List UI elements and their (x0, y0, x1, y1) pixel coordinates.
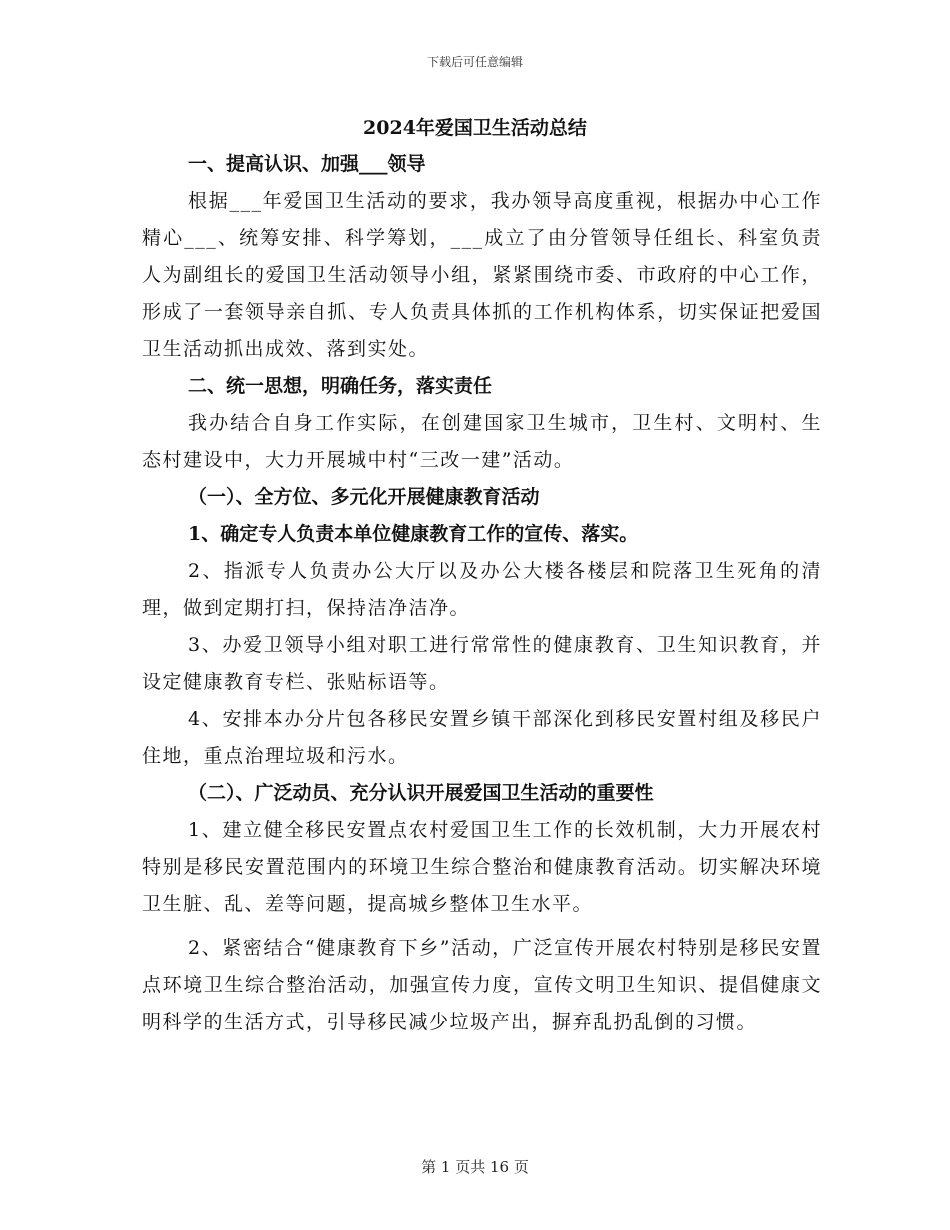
subsection-2-item-2: 2、紧密结合“健康教育下乡”活动，广泛宣传开展农村特别是移民安置点环境卫生综合整治活动，加强宣传力度，宣传文明卫生知识、提倡健康文明科学的生活方式，引导移民减少垃圾产出，摒弃乱扔乱倒的习惯。 (142, 937, 822, 1033)
section-1-heading: 一、提高认识、加强___领导 (188, 153, 426, 175)
subsection-1-item-2: 2、指派专人负责办公大厅以及办公大楼各楼层和院落卫生死角的清理，做到定期打扫，保持洁净洁净。 (142, 560, 822, 619)
subsection-1-item-1: 1、确定专人负责本单位健康教育工作的宣传、落实。 (188, 523, 639, 545)
subsection-2-heading: （二）、广泛动员、充分认识开展爱国卫生活动的重要性 (188, 782, 654, 804)
document-body (142, 146, 822, 1041)
page-footer: 第 1 页共 16 页 (421, 1158, 529, 1176)
header-note: 下载后可任意编辑 (426, 55, 523, 69)
subsection-2-item-1: 1、建立健全移民安置点农村爱国卫生工作的长效机制，大力开展农村特别是移民安置范围内的环境卫生综合整治和健康教育活动。切实解决环境卫生脏、乱、差等问题，提高城乡整体卫生水平。 (142, 819, 822, 915)
section-2-heading: 二、统一思想，明确任务，落实责任 (188, 375, 493, 397)
paragraph-gap (142, 923, 822, 930)
section-1-paragraph: 根据___年爱国卫生活动的要求，我办领导高度重视，根据办中心工作精心___、统筹安排、科学筹划，___成立了由分管领导任组长、科室负责人为副组长的爱国卫生活动领导小组，紧紧围绕市委、市政府的中心工作，形成了一套领导亲自抓、专人负责具体抓的工作机构体系，切实保证把爱国卫生活动抓出成效、落到实处。 (142, 190, 822, 360)
subsection-1-item-3: 3、办爱卫领导小组对职工进行常常性的健康教育、卫生知识教育，并设定健康教育专栏、张贴标语等。 (142, 634, 822, 693)
section-2-paragraph: 我办结合自身工作实际，在创建国家卫生城市，卫生村、文明村、生态村建设中，大力开展城中村“三改一建”活动。 (142, 412, 822, 471)
subsection-1-item-4: 4、安排本办分片包各移民安置乡镇干部深化到移民安置村组及移民户住地，重点治理垃圾和污水。 (142, 708, 822, 767)
document-title: 2024年爱国卫生活动总结 (363, 117, 587, 139)
subsection-1-heading: （一）、全方位、多元化开展健康教育活动 (188, 486, 540, 508)
